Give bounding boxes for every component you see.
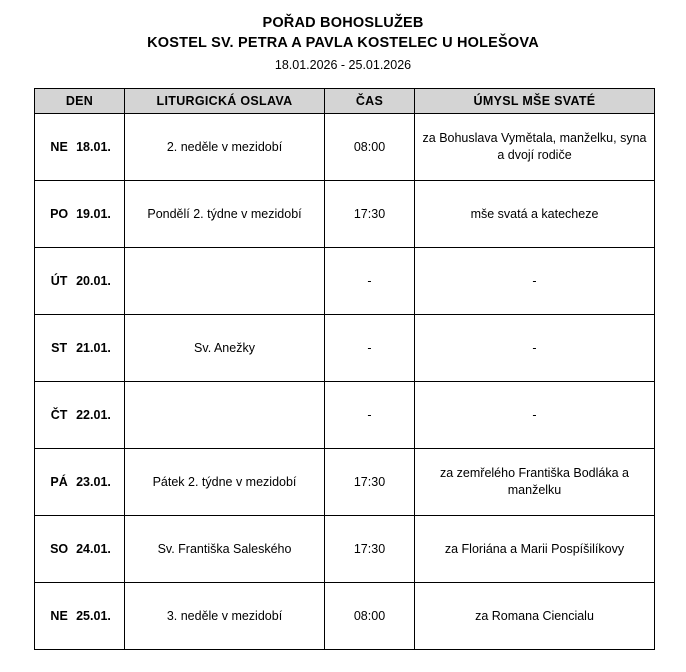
cell-time: 17:30: [325, 516, 415, 583]
day-date: 19.01.: [76, 206, 111, 221]
cell-intention: za Floriána a Marii Pospíšilíkovy: [415, 516, 655, 583]
cell-intention: za zemřelého Františka Bodláka a manželku: [415, 449, 655, 516]
cell-time: -: [325, 382, 415, 449]
day-date: 23.01.: [76, 474, 111, 489]
cell-intention: -: [415, 248, 655, 315]
schedule-table: [34, 88, 655, 650]
column-header-time: ČAS: [325, 89, 415, 114]
cell-liturgy: Pondělí 2. týdne v mezidobí: [125, 181, 325, 248]
table-row: [35, 516, 655, 583]
cell-intention: mše svatá a katecheze: [415, 181, 655, 248]
table-row: [35, 114, 655, 181]
cell-liturgy: Sv. Anežky: [125, 315, 325, 382]
day-date: 21.01.: [76, 340, 111, 355]
day-of-week: SO: [50, 541, 69, 556]
cell-day: [35, 114, 125, 181]
day-date: 18.01.: [76, 139, 111, 154]
cell-day: [35, 248, 125, 315]
column-header-liturgy: LITURGICKÁ OSLAVA: [125, 89, 325, 114]
table-row: [35, 315, 655, 382]
date-range: 18.01.2026 - 25.01.2026: [274, 58, 412, 72]
page-subtitle: KOSTEL SV. PETRA A PAVLA KOSTELEC U HOLEŠOVA: [147, 35, 539, 51]
table-header: [35, 89, 655, 114]
day-of-week: PÁ: [50, 474, 68, 489]
cell-day: [35, 382, 125, 449]
cell-time: 17:30: [325, 181, 415, 248]
cell-day: [35, 181, 125, 248]
table-header-row: [35, 89, 655, 114]
day-date: 20.01.: [76, 273, 111, 288]
cell-intention: za Romana Ciencialu: [415, 583, 655, 650]
table-row: [35, 583, 655, 650]
day-date: 24.01.: [76, 541, 111, 556]
day-of-week: NE: [50, 139, 68, 154]
cell-intention: -: [415, 382, 655, 449]
table-row: [35, 248, 655, 315]
cell-time: -: [325, 248, 415, 315]
cell-liturgy: [125, 382, 325, 449]
table-row: [35, 382, 655, 449]
table-body: [35, 114, 655, 650]
day-date: 25.01.: [76, 608, 111, 623]
day-of-week: NE: [50, 608, 68, 623]
cell-day: [35, 583, 125, 650]
table-row: [35, 181, 655, 248]
day-of-week: ST: [51, 340, 68, 355]
cell-intention: za Bohuslava Vymětala, manželku, syna a dvojí rodiče: [415, 114, 655, 181]
cell-time: 08:00: [325, 583, 415, 650]
cell-time: 08:00: [325, 114, 415, 181]
cell-day: [35, 315, 125, 382]
cell-day: [35, 449, 125, 516]
day-date: 22.01.: [76, 407, 111, 422]
table-row: [35, 449, 655, 516]
day-of-week: ÚT: [50, 273, 68, 288]
cell-liturgy: [125, 248, 325, 315]
page-title: POŘAD BOHOSLUŽEB: [262, 15, 424, 31]
cell-intention: -: [415, 315, 655, 382]
column-header-intention: ÚMYSL MŠE SVATÉ: [415, 89, 655, 114]
day-of-week: ČT: [50, 407, 68, 422]
cell-liturgy: Pátek 2. týdne v mezidobí: [125, 449, 325, 516]
cell-day: [35, 516, 125, 583]
column-header-day: DEN: [35, 89, 125, 114]
cell-liturgy: 3. neděle v mezidobí: [125, 583, 325, 650]
schedule-table-wrap: [34, 88, 654, 650]
day-of-week: PO: [50, 206, 69, 221]
cell-liturgy: 2. neděle v mezidobí: [125, 114, 325, 181]
cell-liturgy: Sv. Františka Saleského: [125, 516, 325, 583]
document-header: [0, 0, 686, 75]
cell-time: 17:30: [325, 449, 415, 516]
cell-time: -: [325, 315, 415, 382]
